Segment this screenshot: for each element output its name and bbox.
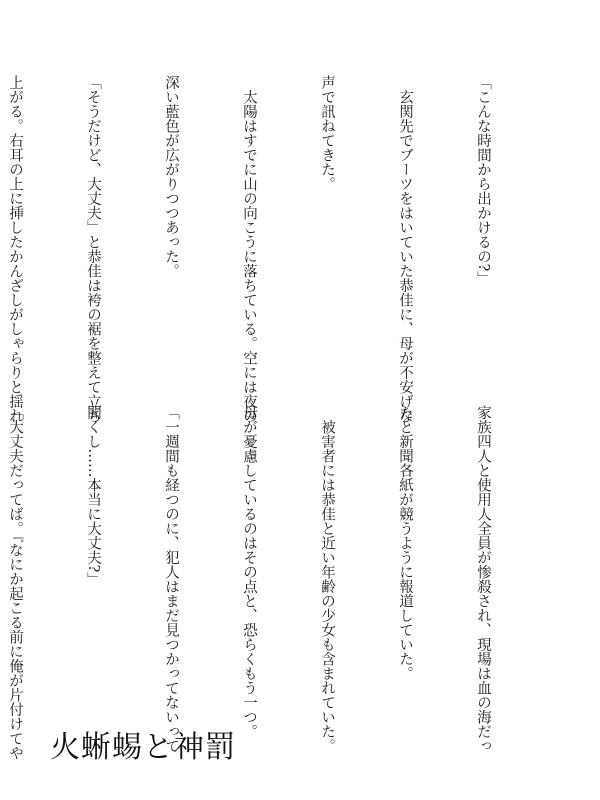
text-line: 太陽はすでに山の向こうに落ちている。空には夜の: [241, 75, 257, 423]
text-line: 声で訊ねてきた。: [319, 75, 335, 191]
text-line: たと新聞各紙が競うように報道していた。: [397, 405, 413, 681]
text-line: 「大丈夫だってば。『なにか起こる前に俺が片付けてや: [7, 405, 23, 761]
text-line: 聞くし……本当に大丈夫?」: [85, 405, 101, 587]
text-line: 上がる。右耳の上に挿したかんざしがしゃらりと揺れ: [7, 75, 23, 423]
text-line: 「こんな時間から出かけるの?」: [475, 75, 491, 286]
text-line: 「そうだけど、大丈夫」と恭佳は袴の裾を整えて立ち: [85, 75, 101, 423]
body-text-upper: [0, 75, 548, 423]
text-line: 被害者には恭佳と近い年齢の少女も含まれていた。: [319, 405, 335, 753]
text-line: 家族四人と使用人全員が惨殺され、現場は血の海だっ: [475, 405, 491, 753]
chapter-title: 火蜥蜴と神罰: [50, 730, 236, 765]
text-line: 深い藍色が広がりつつあった。: [163, 75, 179, 278]
text-line: 玄関先でブーツをはいていた恭佳に、母が不安げな: [397, 75, 413, 423]
text-line: 「一週間も経つのに、犯人はまだ見つかってないって: [163, 405, 179, 753]
text-line: 母が憂慮しているのはその点と、恐らくもう一つ。: [241, 405, 257, 739]
